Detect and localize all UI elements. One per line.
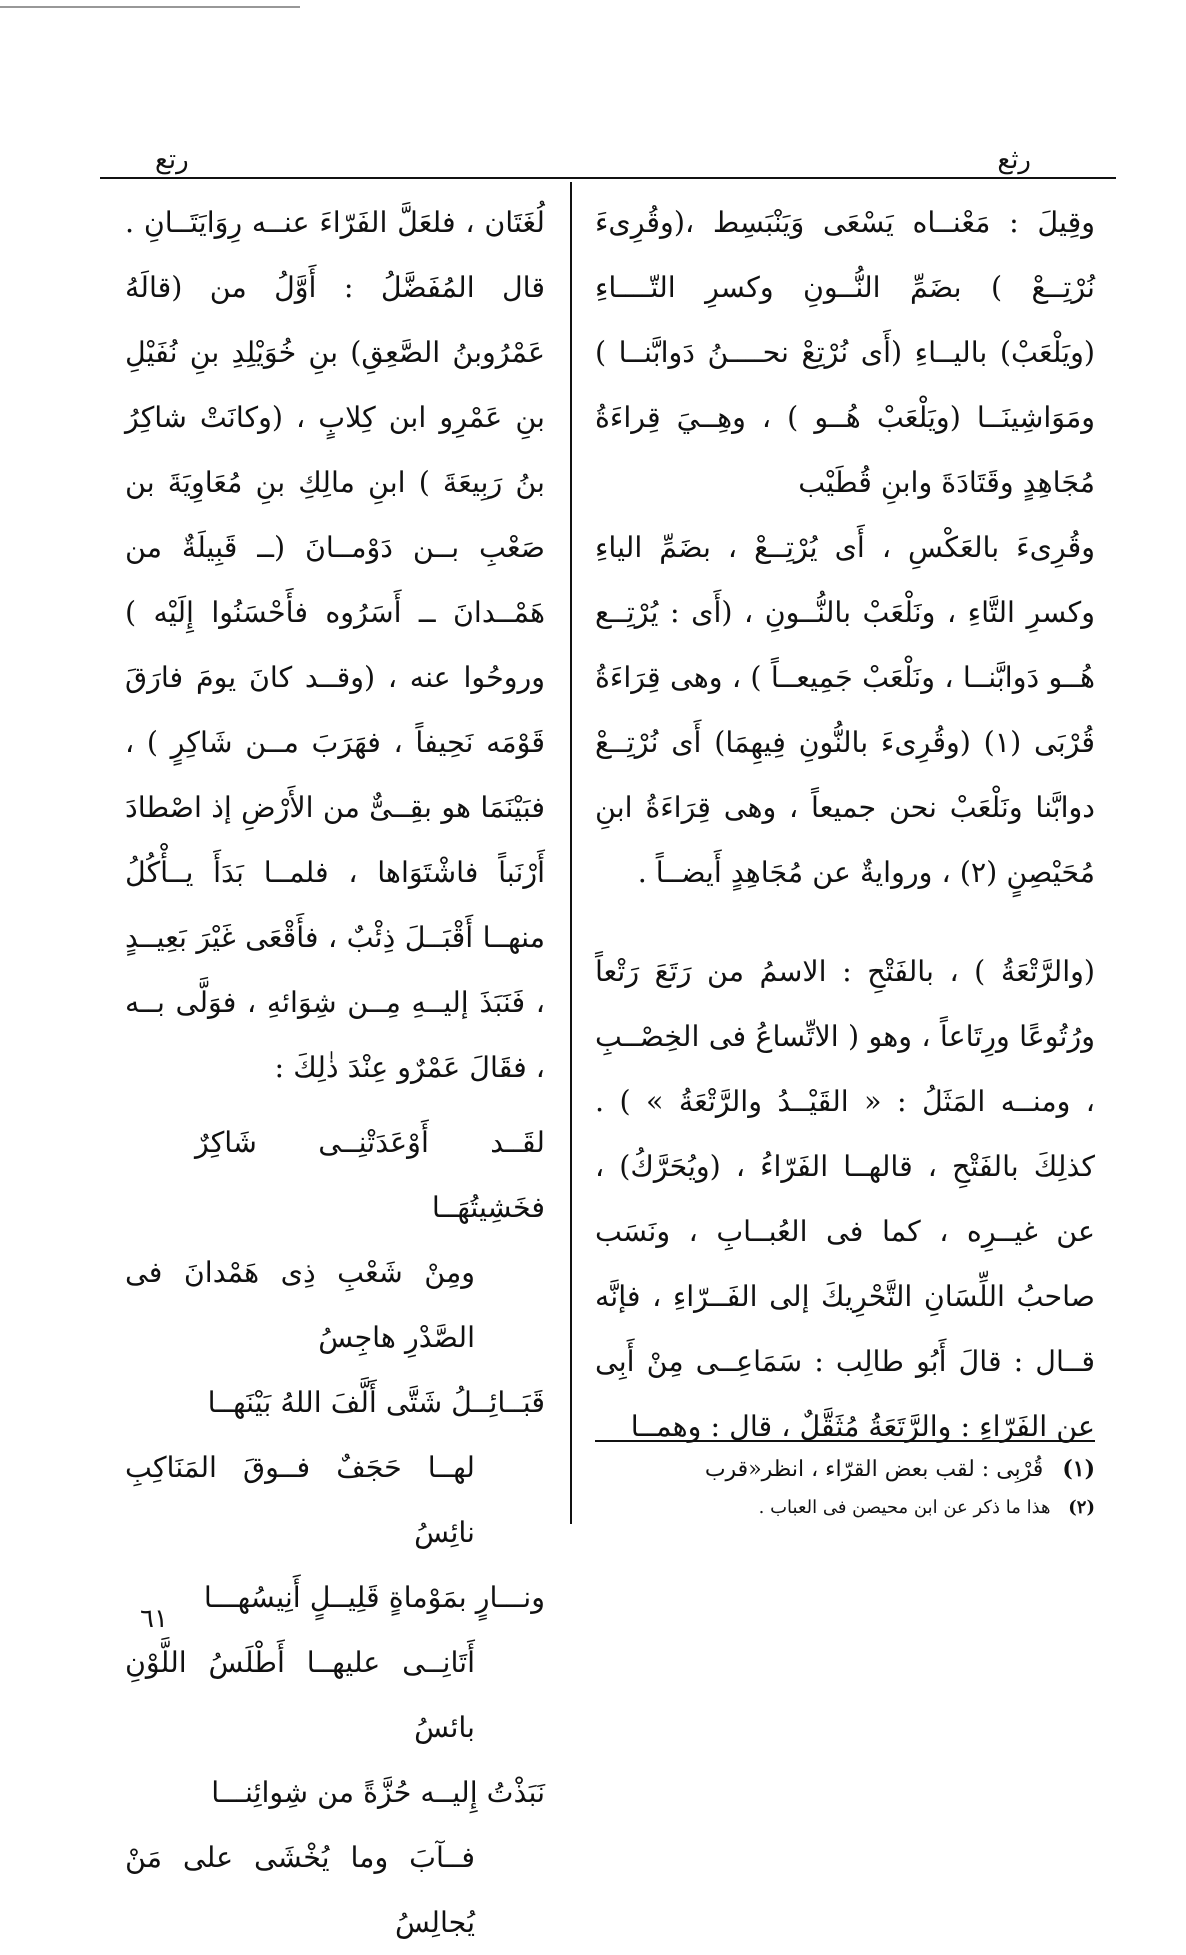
page-number: ٦١ xyxy=(140,1604,168,1634)
verse-hemistich: ومِنْ شَعْبِ ذِى هَمْدانَ فى الصَّدْرِ هاجِسُ xyxy=(125,1256,475,1354)
verse-hemistich: نَبَذْتُ إِليــه حُزَّةً من شِوائِنـــا xyxy=(211,1776,545,1809)
verse-hemistich: أَتَانِــى عليهــا أَطْلَسُ اللَّوْنِ بائسُ xyxy=(125,1646,475,1744)
paragraph: وقِيلَ : مَعْنــاه يَسْعَى وَيَنْبَسِط ،(وقُرِىءَ نُرْتِــعْ ) بضَمِّ النُّــونِ وكسرِ التّــــاءِ (ويَلْعَبْ) باليــاءِ (أَى نُرْتِعْ نحــــنُ دَوابَّنــا ) ومَوَاشِينَــا (ويَلْعَبْ هُــو ) ، وهِــيَ قِراءَةُ مُجَاهِدٍ وقَتَادَةَ وابنِ قُطَيْب xyxy=(595,206,1095,499)
column-divider xyxy=(570,182,572,1524)
verse-hemistich: فــآبَ وما يُخْشَى على مَنْ يُجالِسُ xyxy=(125,1841,475,1939)
verse-hemistich: قَبَــائِــلُ شَتَّى أَلَّفَ اللهُ بَيْنَهــا xyxy=(207,1386,545,1419)
verse-hemistich: ونـــارٍ بمَوْماةٍ قَلِيــلٍ أَنِيسُهـــا xyxy=(203,1581,545,1614)
poem-verse xyxy=(125,1110,545,1370)
page-header xyxy=(100,142,1116,182)
scan-edge-mark xyxy=(0,6,300,8)
poem-verse xyxy=(125,1370,545,1565)
footnote-text: قُرْبِى : لقب بعض القرّاء ، انظر«قرب xyxy=(704,1457,1044,1482)
header-word-right: رثع xyxy=(997,145,1031,175)
footnote-number: (٢) xyxy=(1068,1497,1095,1518)
paragraph: وقُرِىءَ بالعَكْسِ ، أَى يُرْتِــعْ ، بضَمِّ الياءِ وكسرِ التَّاءِ ، ونَلْعَبْ بالنُّــونِ ، (أَى : يُرْتِــع هُــو دَوابَّنــا ، ونَلْعَبْ جَمِيعــاً ) ، وهى قِرَاءَةُ قُرْبَى (١) (وقُرِىءَ بالنُّونِ فِيهِمَا) أَى نُرْتِــعْ دوابَّنا ونَلْعَبْ نحن جميعاً ، وهى قِرَاءَةُ ابنِ مُحَيْصِنٍ (٢) ، وروايةٌ عن مُجَاهِدٍ أَيضــاً . xyxy=(595,531,1095,889)
header-rule xyxy=(100,177,1116,179)
footnote xyxy=(595,1489,1095,1527)
poem-verse xyxy=(125,1565,545,1760)
footnote-number: (١) xyxy=(1062,1456,1095,1482)
left-column xyxy=(125,190,545,1955)
verse-hemistich: لقَــد أَوْعَدَتْنِــى شَاكِرٌ فخَشِيتُهَــا xyxy=(195,1126,545,1224)
paragraph: (والرَّتْعَةُ ) ، بالفَتْحِ : الاسمُ من رَتَعَ رَتْعاً ورُتُوعًا ورِتَاعاً ، وهو ( الاتِّساعُ فى الخِصْــبِ ، ومنــه المَثَلُ : « القَيْــدُ والرَّتْعَةُ » ) . كذلِكَ بالفَتْحِ ، قالهــا الفَرّاءُ ، (ويُحَرَّكُ) ، عن غيــرِه ، كما فى العُبــابِ ، ونَسَب صاحبُ اللِّسَانِ التَّحْرِيكَ إلى الفَــرّاءِ ، فإنَّه قــال : قالَ أَبُو طالِب : سَمَاعِــى مِنْ أَبِى عن الفَرّاءِ : والرَّتَعَةُ مُثَقَّلٌ ، قال : وهمــا xyxy=(595,955,1095,1443)
paragraph: لُغَتَان ، فلعَلَّ الفَرّاءَ عنــه رِوَايَتَــانِ . قال المُفَضَّلُ : أَوَّلُ من (قالَهُ عَمْرُوبنُ الصَّعِقِ) بنِ خُوَيْلِدِ بنِ نُفَيْلِ بنِ عَمْرِو ابن كِلابٍ ، (وكانَتْ شاكِرُ بنُ رَبِيعَةَ ) ابنِ مالِكِ بنِ مُعَاوِيَةَ بن صَعْبِ بــن دَوْمــانَ (ــ قَبِيلَةٌ من هَمْــدانَ ــ أَسَرُوه فأَحْسَنُوا إِلَيْه ) وروحُوا عنه ، (وقــد كانَ يومَ فارَقَ قَوْمَه نَحِيفاً ، فهَرَبَ مــن شَاكِرٍ ) ، فبَيْنَمَا هو بقِــىٌّ من الأَرْضِ إذ اصْطادَ أَرْنَباً فاشْتَوَاها ، فلمــا بَدَأَ يــأْكُلُ منهــا أَقْبَــلَ ذِئْبٌ ، فأَقْعَى غَيْرَ بَعِيــدٍ ، فَنَبَذَ إليــهِ مِــن شِوَائهِ ، فوَلَّى بــه ، فقَالَ عَمْرٌو عِنْدَ ذٰلِكَ : xyxy=(125,206,545,1084)
header-word-left: رتع xyxy=(155,145,189,175)
footnote xyxy=(595,1450,1095,1489)
footnote-text: هذا ما ذكر عن ابن محيصن فى العباب . xyxy=(758,1497,1051,1518)
right-column xyxy=(595,190,1095,1459)
footnotes xyxy=(595,1440,1095,1527)
poem-verse xyxy=(125,1760,545,1955)
verse-hemistich: لهــا حَجَفٌ فــوقَ المَنَاكِبِ نائِسُ xyxy=(125,1451,475,1549)
